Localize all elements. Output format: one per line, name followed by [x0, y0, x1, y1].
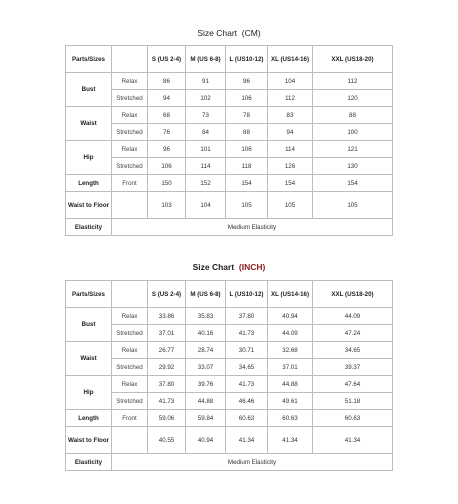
cm-stretched-label: Stretched: [112, 158, 148, 175]
inch-cell: 37.01: [148, 325, 186, 342]
cm-header-m: M (US 6-8): [186, 46, 226, 73]
cm-hip-label: Hip: [66, 141, 112, 175]
cm-row-waist-stretched: [66, 124, 393, 141]
inch-length-label: Length: [66, 410, 112, 427]
inch-cell: 39.76: [186, 376, 226, 393]
inch-stretched-label: Stretched: [112, 359, 148, 376]
inch-row-hip-relax: [66, 376, 393, 393]
inch-cell: 29.92: [148, 359, 186, 376]
inch-header-xl: XL (US14-16): [268, 281, 313, 308]
cm-row-floor: [66, 192, 393, 219]
inch-cell: 41.34: [226, 427, 268, 454]
inch-row-floor: [66, 427, 393, 454]
cm-row-waist-relax: [66, 107, 393, 124]
inch-stretched-label: Stretched: [112, 325, 148, 342]
inch-header-blank: [112, 281, 148, 308]
cm-cell: 96: [148, 141, 186, 158]
cm-cell: 78: [226, 107, 268, 124]
cm-size-table: [65, 45, 393, 236]
cm-cell: 105: [313, 192, 393, 219]
inch-cell: 34.65: [313, 342, 393, 359]
cm-cell: 150: [148, 175, 186, 192]
cm-title-text: Size Chart: [197, 28, 238, 38]
inch-cell: 28.74: [186, 342, 226, 359]
inch-cell: 26.77: [148, 342, 186, 359]
inch-cell: 60.63: [313, 410, 393, 427]
inch-cell: 37.80: [226, 308, 268, 325]
cm-header-xl: XL (US14-16): [268, 46, 313, 73]
inch-cell: 44.09: [268, 325, 313, 342]
cm-cell: 83: [268, 107, 313, 124]
cm-cell: 84: [186, 124, 226, 141]
cm-cell: 103: [148, 192, 186, 219]
inch-cell: 41.34: [268, 427, 313, 454]
inch-cell: 40.94: [186, 427, 226, 454]
inch-chart-title: [0, 262, 458, 272]
cm-elasticity-value: Medium Elasticity: [112, 219, 393, 236]
inch-cell: 60.63: [226, 410, 268, 427]
inch-row-waist-stretched: [66, 359, 393, 376]
inch-cell: 41.73: [226, 376, 268, 393]
inch-cell: 44.88: [186, 393, 226, 410]
inch-relax-label: Relax: [112, 342, 148, 359]
cm-floor-blank: [112, 192, 148, 219]
inch-cell: 44.88: [268, 376, 313, 393]
inch-header-row: [66, 281, 393, 308]
cm-stretched-label: Stretched: [112, 124, 148, 141]
inch-row-waist-relax: [66, 342, 393, 359]
cm-cell: 154: [226, 175, 268, 192]
inch-waist-label: Waist: [66, 342, 112, 376]
cm-header-blank: [112, 46, 148, 73]
cm-cell: 154: [268, 175, 313, 192]
inch-cell: 41.34: [313, 427, 393, 454]
cm-cell: 106: [226, 141, 268, 158]
cm-cell: 88: [313, 107, 393, 124]
inch-cell: 40.94: [268, 308, 313, 325]
inch-size-table: [65, 280, 393, 471]
cm-row-bust-relax: [66, 73, 393, 90]
inch-cell: 30.71: [226, 342, 268, 359]
cm-length-label: Length: [66, 175, 112, 192]
inch-relax-label: Relax: [112, 308, 148, 325]
inch-cell: 39.37: [313, 359, 393, 376]
cm-unit-text: (CM): [241, 28, 261, 38]
cm-cell: 105: [268, 192, 313, 219]
cm-cell: 126: [268, 158, 313, 175]
cm-cell: 91: [186, 73, 226, 90]
cm-cell: 94: [148, 90, 186, 107]
inch-relax-label: Relax: [112, 376, 148, 393]
cm-relax-label: Relax: [112, 107, 148, 124]
inch-row-bust-relax: [66, 308, 393, 325]
inch-cell: 40.55: [148, 427, 186, 454]
inch-cell: 44.09: [313, 308, 393, 325]
inch-row-hip-stretched: [66, 393, 393, 410]
cm-cell: 130: [313, 158, 393, 175]
cm-header-xxl: XXL (US18-20): [313, 46, 393, 73]
inch-floor-blank: [112, 427, 148, 454]
inch-cell: 32.68: [268, 342, 313, 359]
cm-cell: 120: [313, 90, 393, 107]
inch-row-bust-stretched: [66, 325, 393, 342]
inch-cell: 34.65: [226, 359, 268, 376]
cm-header-parts: Parts/Sizes: [66, 46, 112, 73]
inch-cell: 41.73: [226, 325, 268, 342]
inch-front-label: Front: [112, 410, 148, 427]
inch-cell: 59.84: [186, 410, 226, 427]
inch-stretched-label: Stretched: [112, 393, 148, 410]
cm-row-hip-stretched: [66, 158, 393, 175]
cm-row-length: [66, 175, 393, 192]
inch-title-text: Size Chart: [192, 262, 235, 272]
inch-cell: 40.16: [186, 325, 226, 342]
cm-header-s: S (US 2-4): [148, 46, 186, 73]
cm-cell: 101: [186, 141, 226, 158]
cm-row-elasticity: [66, 219, 393, 236]
cm-cell: 96: [226, 73, 268, 90]
inch-cell: 51.18: [313, 393, 393, 410]
cm-cell: 114: [186, 158, 226, 175]
cm-cell: 88: [226, 124, 268, 141]
cm-cell: 86: [148, 73, 186, 90]
cm-cell: 94: [268, 124, 313, 141]
inch-cell: 33.86: [148, 308, 186, 325]
inch-bust-label: Bust: [66, 308, 112, 342]
cm-row-bust-stretched: [66, 90, 393, 107]
cm-cell: 152: [186, 175, 226, 192]
cm-cell: 100: [313, 124, 393, 141]
cm-header-row: [66, 46, 393, 73]
inch-hip-label: Hip: [66, 376, 112, 410]
cm-cell: 112: [313, 73, 393, 90]
inch-cell: 59.06: [148, 410, 186, 427]
inch-elasticity-value: Medium Elasticity: [112, 454, 393, 471]
cm-cell: 73: [186, 107, 226, 124]
inch-cell: 47.64: [313, 376, 393, 393]
cm-cell: 104: [268, 73, 313, 90]
inch-unit-text: (INCH): [238, 262, 266, 272]
inch-elasticity-label: Elasticity: [66, 454, 112, 471]
cm-cell: 106: [226, 90, 268, 107]
cm-cell: 112: [268, 90, 313, 107]
inch-cell: 41.73: [148, 393, 186, 410]
cm-header-l: L (US10-12): [226, 46, 268, 73]
inch-header-parts: Parts/Sizes: [66, 281, 112, 308]
cm-relax-label: Relax: [112, 141, 148, 158]
inch-cell: 37.01: [268, 359, 313, 376]
cm-chart-title: [0, 28, 458, 38]
cm-cell: 104: [186, 192, 226, 219]
cm-cell: 154: [313, 175, 393, 192]
cm-cell: 105: [226, 192, 268, 219]
cm-bust-label: Bust: [66, 73, 112, 107]
inch-header-s: S (US 2-4): [148, 281, 186, 308]
cm-cell: 114: [268, 141, 313, 158]
cm-elasticity-label: Elasticity: [66, 219, 112, 236]
cm-stretched-label: Stretched: [112, 90, 148, 107]
cm-waist-label: Waist: [66, 107, 112, 141]
inch-cell: 37.80: [148, 376, 186, 393]
inch-cell: 33.07: [186, 359, 226, 376]
inch-cell: 46.46: [226, 393, 268, 410]
cm-cell: 118: [226, 158, 268, 175]
cm-cell: 106: [148, 158, 186, 175]
inch-cell: 49.61: [268, 393, 313, 410]
inch-row-length: [66, 410, 393, 427]
cm-floor-label: Waist to Floor: [66, 192, 112, 219]
inch-floor-label: Waist to Floor: [66, 427, 112, 454]
cm-cell: 121: [313, 141, 393, 158]
inch-cell: 60.63: [268, 410, 313, 427]
cm-front-label: Front: [112, 175, 148, 192]
inch-cell: 47.24: [313, 325, 393, 342]
inch-header-l: L (US10-12): [226, 281, 268, 308]
inch-row-elasticity: [66, 454, 393, 471]
inch-header-xxl: XXL (US18-20): [313, 281, 393, 308]
cm-cell: 102: [186, 90, 226, 107]
cm-cell: 76: [148, 124, 186, 141]
cm-row-hip-relax: [66, 141, 393, 158]
inch-header-m: M (US 6-8): [186, 281, 226, 308]
cm-relax-label: Relax: [112, 73, 148, 90]
cm-cell: 68: [148, 107, 186, 124]
inch-cell: 35.83: [186, 308, 226, 325]
